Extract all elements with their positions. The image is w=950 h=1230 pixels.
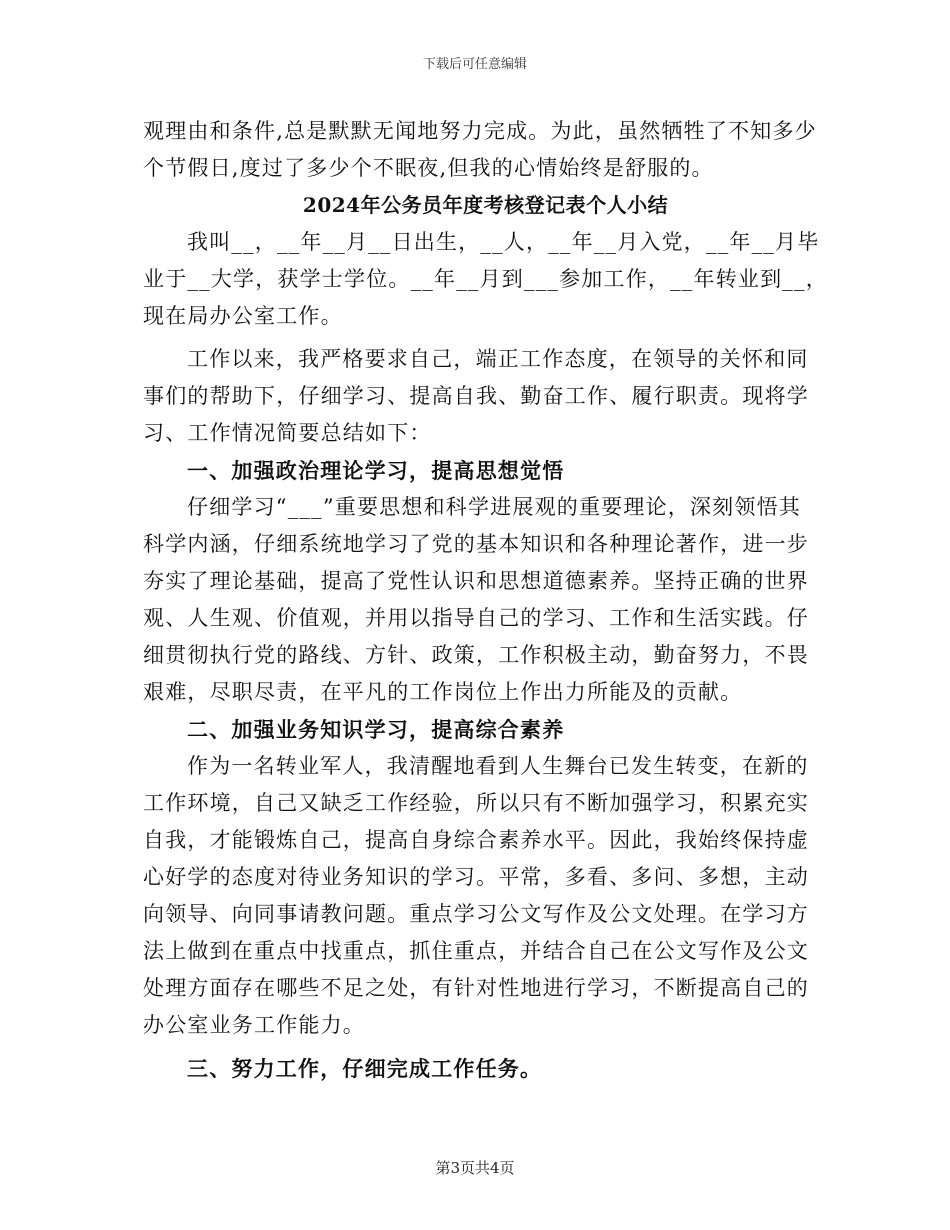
section2-line-7: 处理方面存在哪些不足之处，有针对性地进行学习，不断提高自己的	[143, 976, 809, 1000]
section1-line-6: 艰难，尽职尽责，在平凡的工作岗位上作出力所能及的贡献。	[143, 680, 743, 704]
section1-line-3: 夯实了理论基础，提高了党性认识和思想道德素养。坚持正确的世界	[143, 569, 809, 593]
para2-line-3: 习、工作情况简要总结如下：	[143, 421, 432, 445]
para2-line-1: 工作以来，我严格要求自己，端正工作态度，在领导的关怀和同	[187, 347, 809, 371]
intro-line-1: 观理由和条件,总是默默无闻地努力完成。为此，虽然牺牲了不知多少	[143, 119, 817, 143]
document-title: 2024年公务员年度考核登记表个人小结	[302, 193, 669, 217]
section1-line-1: 仔细学习“___”重要思想和科学进展观的重要理论，深刻领悟其	[187, 495, 801, 519]
section2-line-5: 向领导、向同事请教问题。重点学习公文写作及公文处理。在学习方	[143, 902, 809, 926]
section2-line-1: 作为一名转业军人，我清醒地看到人生舞台已发生转变，在新的	[187, 754, 809, 778]
para1-line-1: 我叫__，__年__月__日出生，__人，__年__月入党，__年__月毕	[187, 230, 820, 254]
section2-heading: 二、加强业务知识学习，提高综合素养	[187, 717, 565, 742]
section3-heading: 三、努力工作，仔细完成工作任务。	[187, 1056, 543, 1081]
para1-line-2: 业于__大学，获学士学位。__年__月到___参加工作，__年转业到__，	[143, 267, 828, 291]
section2-line-3: 自我，才能锻炼自己，提高自身综合素养水平。因此，我始终保持虚	[143, 828, 809, 852]
intro-line-2: 个节假日,度过了多少个不眠夜,但我的心情始终是舒服的。	[143, 156, 714, 180]
document-body	[143, 113, 828, 1087]
para1-line-3: 现在局办公室工作。	[143, 304, 343, 328]
section1-line-4: 观、人生观、价值观，并用以指导自己的学习、工作和生活实践。仔	[143, 606, 809, 630]
section2-line-2: 工作环境，自己又缺乏工作经验，所以只有不断加强学习，积累充实	[143, 791, 809, 815]
section1-line-5: 细贯彻执行党的路线、方针、政策，工作积极主动，勤奋努力，不畏	[143, 643, 809, 667]
section2-line-6: 法上做到在重点中找重点，抓住重点，并结合自己在公文写作及公文	[143, 939, 809, 963]
section2-line-8: 办公室业务工作能力。	[143, 1013, 365, 1037]
section1-heading: 一、加强政治理论学习，提高思想觉悟	[187, 458, 565, 483]
para2-line-2: 事们的帮助下，仔细学习、提高自我、勤奋工作、履行职责。现将学	[143, 384, 809, 408]
page-footer: 第3页共4页	[435, 1159, 515, 1177]
section2-line-4: 心好学的态度对待业务知识的学习。平常，多看、多问、多想，主动	[143, 865, 809, 889]
page-header: 下载后可任意编辑	[422, 57, 527, 72]
section1-line-2: 科学内涵，仔细系统地学习了党的基本知识和各种理论著作，进一步	[143, 532, 809, 556]
